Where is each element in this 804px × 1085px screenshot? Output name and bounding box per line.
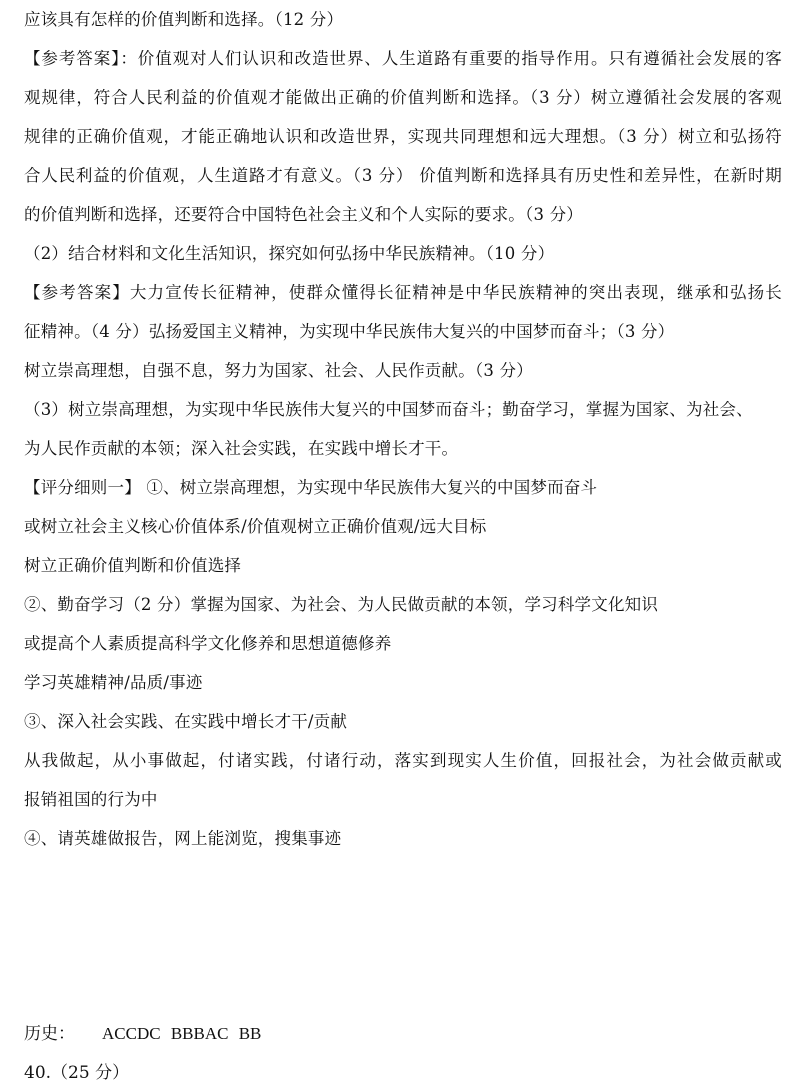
text-line: （3）树立崇高理想，为实现中华民族伟大复兴的中国梦而奋斗；勤奋学习，掌握为国家、为社会、 (24, 400, 753, 419)
text-line: 报销祖国的行为中 (24, 790, 158, 809)
text-line: 【参考答案】：价值观对人们认识和改造世界、人生道路有重要的指导作用。只有遵循社会发展的客 (24, 49, 782, 68)
text-line: 规律的正确价值观，才能正确地认识和改造世界，实现共同理想和远大理想。（3 分）树立和弘扬符 (24, 127, 782, 146)
text-line: ②、勤奋学习（2 分）掌握为国家、为社会、为人民做贡献的本领，学习科学文化知识 (24, 595, 659, 614)
text-line: ④、请英雄做报告，网上能浏览，搜集事迹 (24, 829, 342, 848)
text-line: 树立正确价值判断和价值选择 (24, 556, 242, 575)
text-line: （2）结合材料和文化生活知识，探究如何弘扬中华民族精神。（10 分） (24, 244, 555, 263)
text-line: 【评分细则一】 ①、树立崇高理想，为实现中华民族伟大复兴的中国梦而奋斗 (24, 478, 598, 497)
text-line: 从我做起，从小事做起，付诸实践，付诸行动，落实到现实人生价值，回报社会，为社会做贡献或 (24, 751, 782, 770)
text-line: 或提高个人素质提高科学文化修养和思想道德修养 (24, 634, 392, 653)
text-line: 树立崇高理想，自强不息，努力为国家、社会、人民作贡献。（3 分） (24, 361, 533, 380)
text-line: 征精神。（4 分）弘扬爱国主义精神，为实现中华民族伟大复兴的中国梦而奋斗；（3 分） (24, 322, 675, 341)
history-label: 历史： (24, 1024, 75, 1044)
text-line: 或树立社会主义核心价值体系/价值观树立正确价值观/远大目标 (24, 517, 487, 536)
text-line: 的价值判断和选择，还要符合中国特色社会主义和个人实际的要求。（3 分） (24, 205, 583, 224)
question-40-heading: 40.（25 分） (24, 1063, 130, 1083)
text-line: 应该具有怎样的价值判断和选择。（12 分） (24, 10, 344, 29)
text-line: ③、深入社会实践、在实践中增长才干/贡献 (24, 712, 348, 731)
text-line: 学习英雄精神/品质/事迹 (24, 673, 203, 692)
text-line: 合人民利益的价值观，人生道路才有意义。（3 分） 价值判断和选择具有历史性和差异性，在新时期 (24, 166, 782, 185)
history-answers: ACCDC BBBAC BB (102, 1024, 262, 1043)
text-line: 观规律，符合人民利益的价值观才能做出正确的价值判断和选择。（3 分）树立遵循社会发展的客观 (24, 88, 782, 107)
text-line: 为人民作贡献的本领；深入社会实践，在实践中增长才干。 (24, 439, 459, 458)
text-line: 【参考答案】大力宣传长征精神，使群众懂得长征精神是中华民族精神的突出表现，继承和弘扬长 (24, 283, 782, 302)
